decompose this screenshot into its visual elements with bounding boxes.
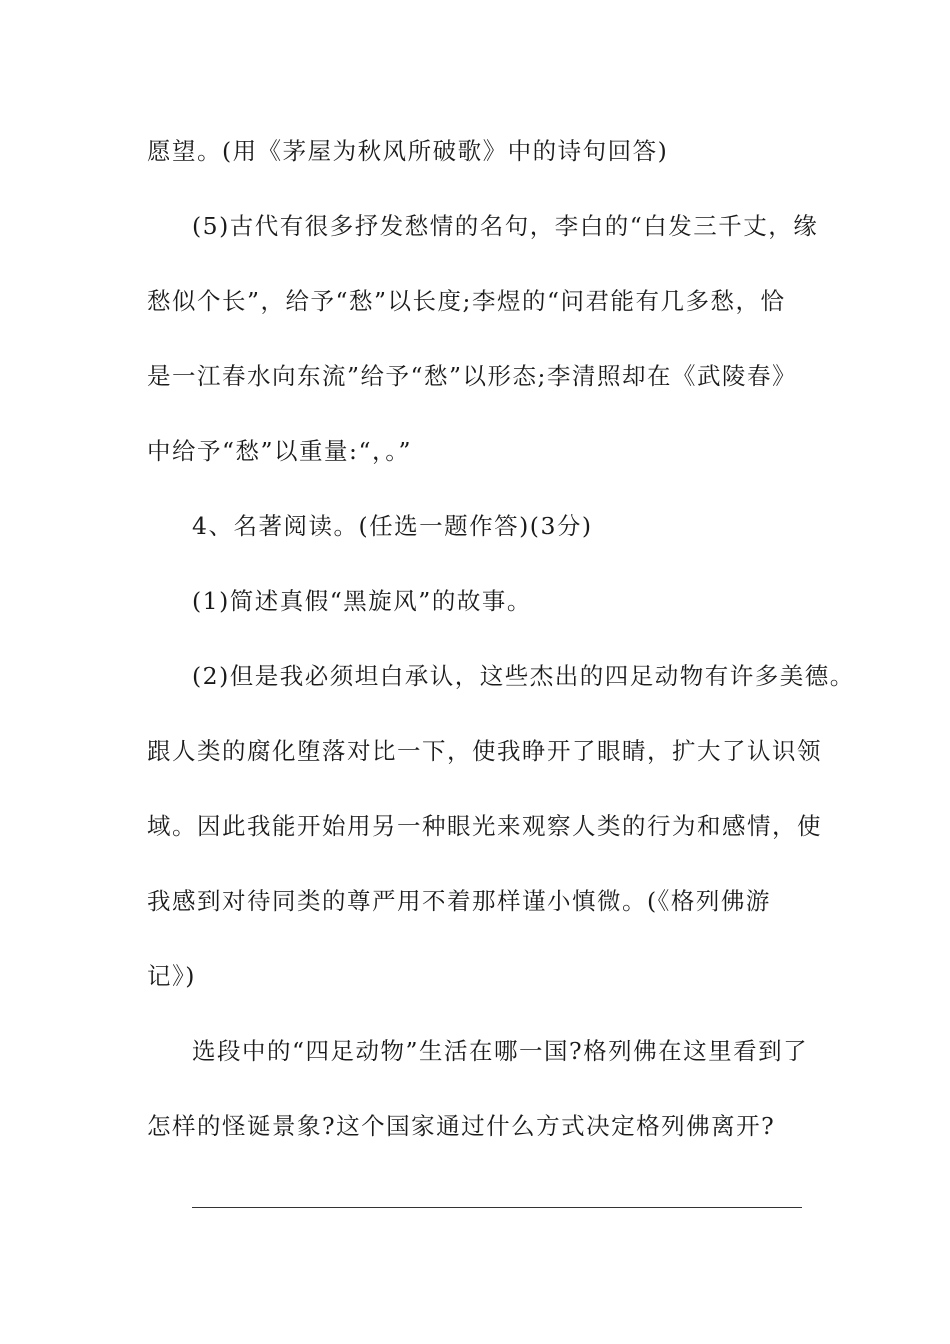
text-line: 是一江春水向东流”给予“愁”以形态;李清照却在《武陵春》	[147, 362, 797, 390]
text-line: 中给予“愁”以重量:“，。”	[147, 437, 412, 465]
text-line: 我感到对待同类的尊严用不着那样谨小慎微。(《格列佛游	[147, 887, 771, 915]
text-line: 怎样的怪诞景象?这个国家通过什么方式决定格列佛离开?	[147, 1112, 776, 1140]
question-5-line: (5)古代有很多抒发愁情的名句，李白的“白发三千丈，缘	[192, 212, 819, 240]
question-2-line: (2)但是我必须坦白承认，这些杰出的四足动物有许多美德。	[192, 662, 855, 690]
text-line: 记》)	[147, 962, 196, 990]
text-line: 域。因此我能开始用另一种眼光来观察人类的行为和感情，使	[147, 812, 822, 840]
prompt-line: 选段中的“四足动物”生活在哪一国?格列佛在这里看到了	[192, 1037, 809, 1065]
answer-line	[192, 1207, 802, 1208]
text-line: 愿望。(用《茅屋为秋风所破歌》中的诗句回答)	[147, 137, 669, 165]
text-line: 愁似个长”，给予“愁”以长度;李煜的“问君能有几多愁，恰	[147, 287, 786, 315]
section-4-heading: 4、名著阅读。(任选一题作答)(3分)	[192, 512, 593, 540]
text-line: 跟人类的腐化堕落对比一下，使我睁开了眼睛，扩大了认识领	[147, 737, 822, 765]
question-1-line: (1)简述真假“黑旋风”的故事。	[192, 587, 532, 615]
